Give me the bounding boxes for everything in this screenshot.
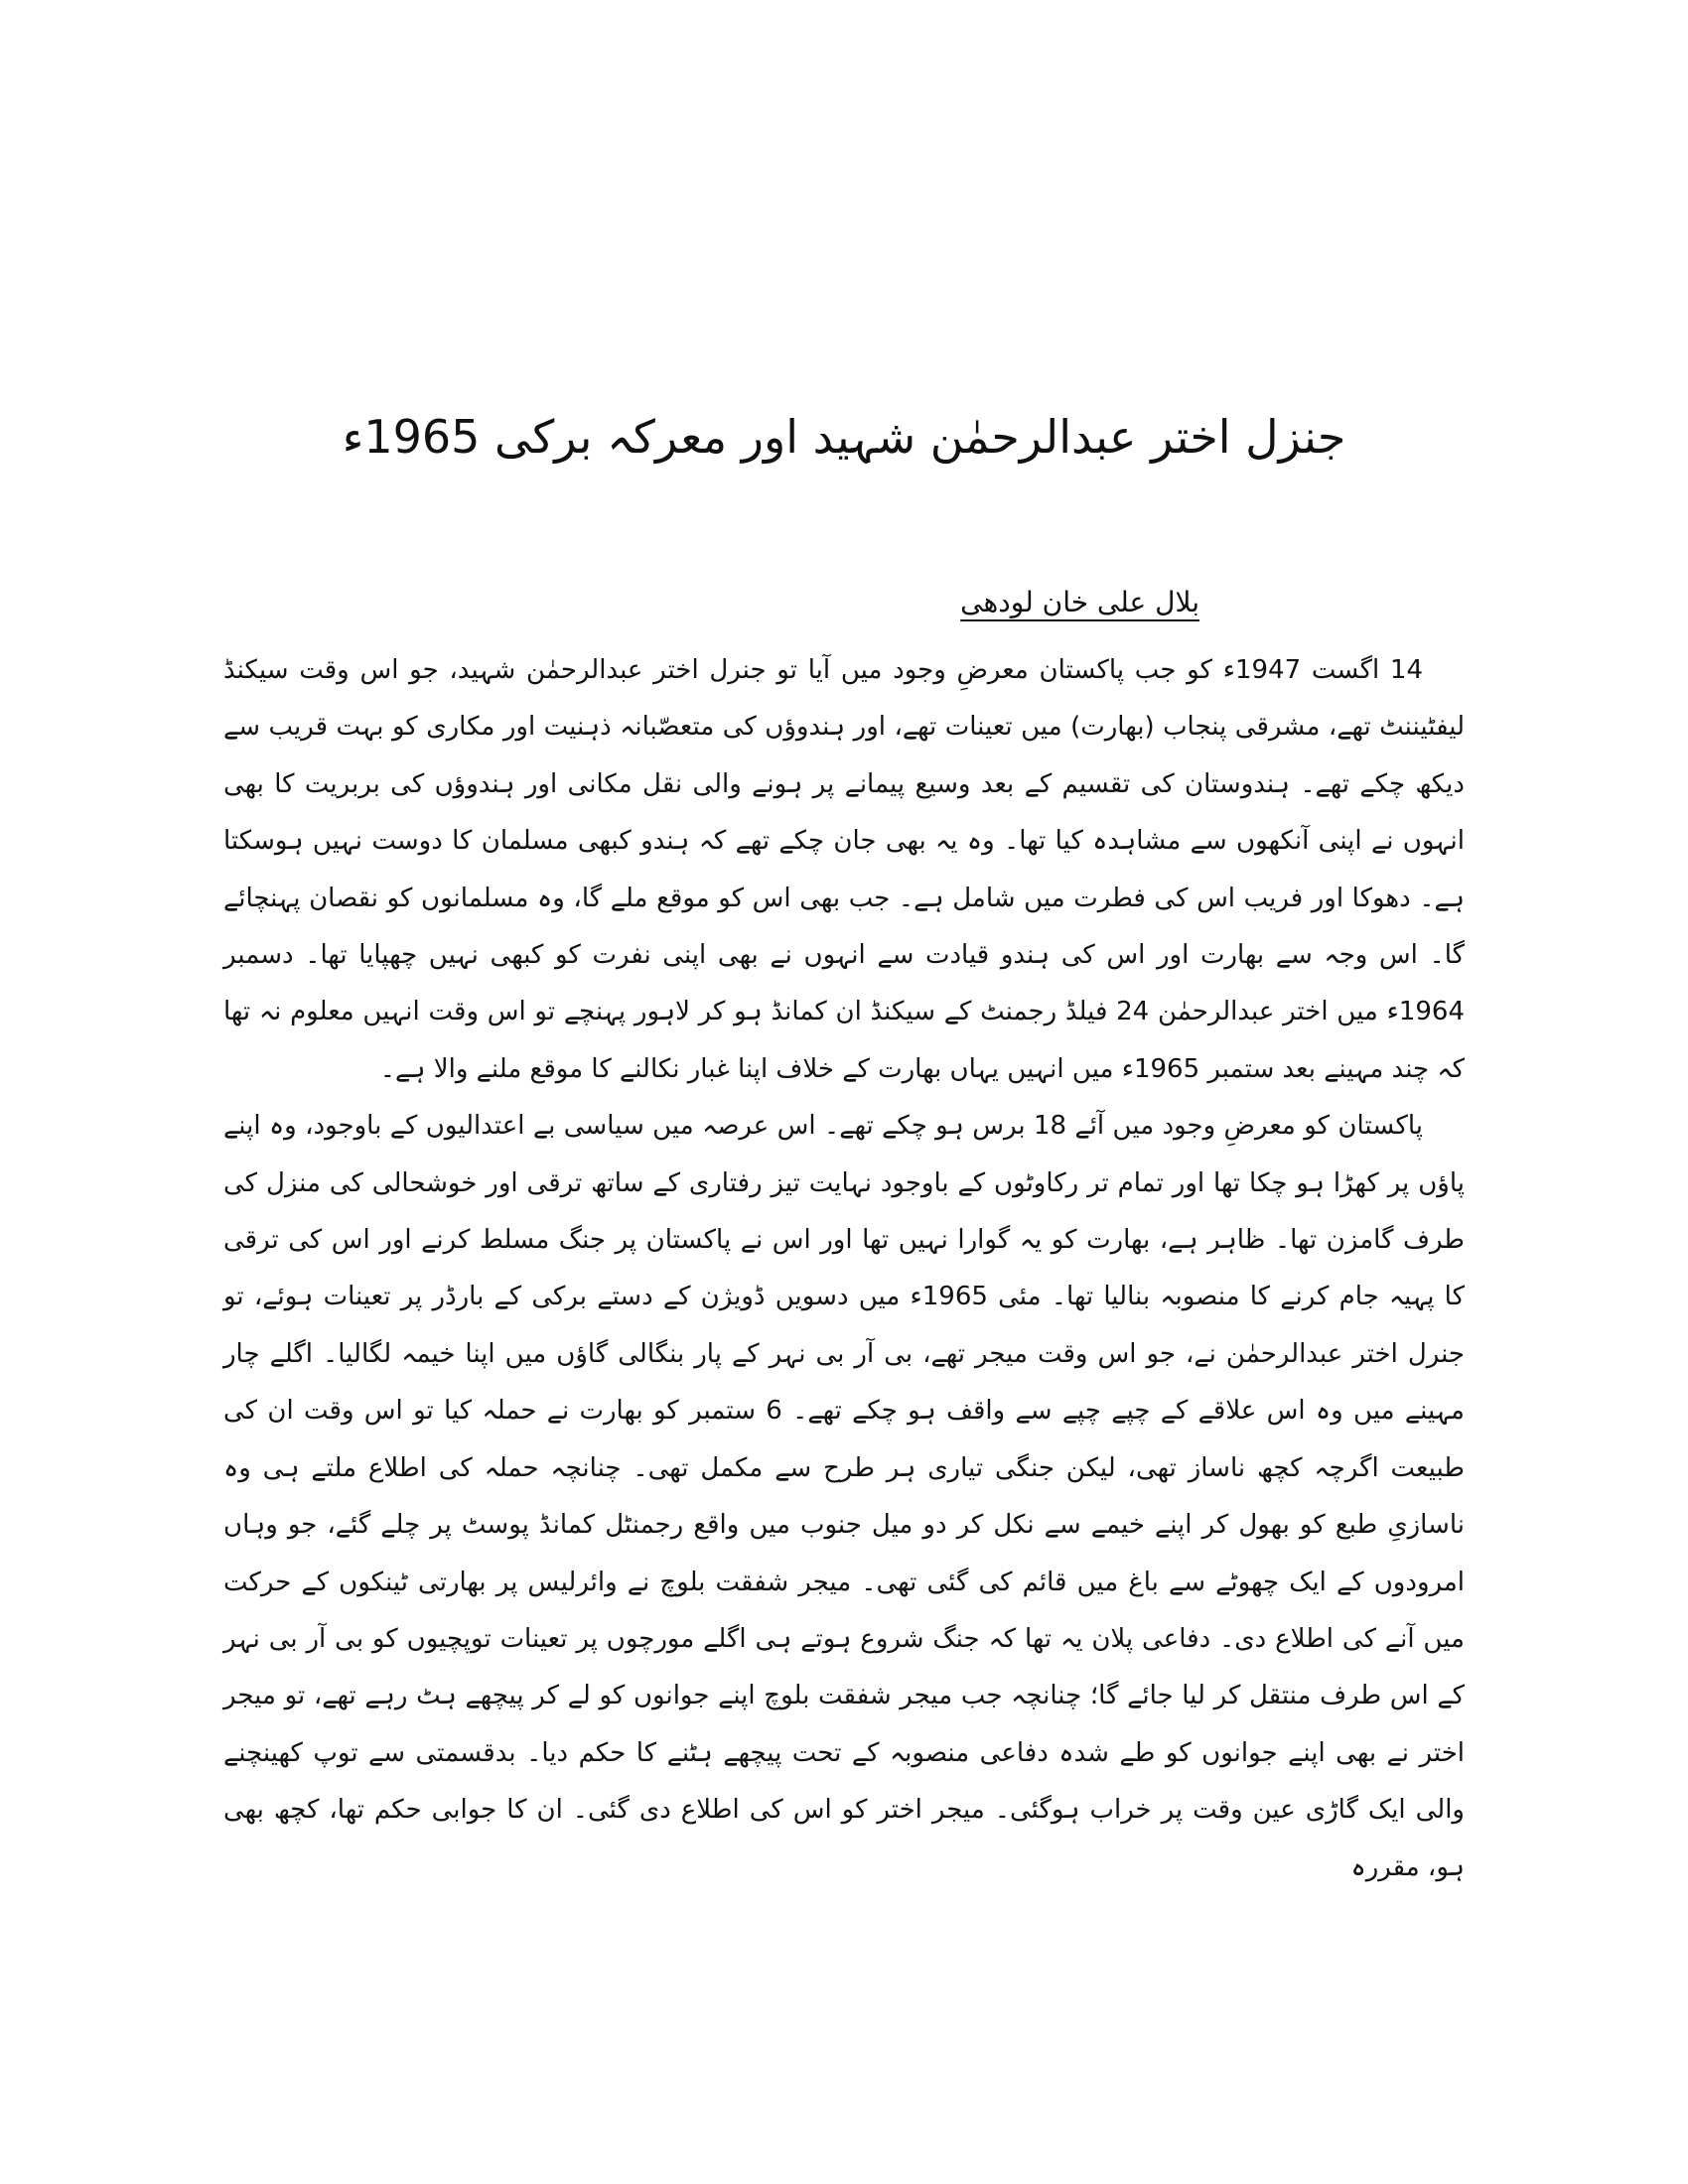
paragraph-2: پاکستان کو معرضِ وجود میں آئے 18 برس ہو چکے تھے۔ اس عرصہ میں سیاسی بے اعتدالیوں کے باوجود، وہ اپنے پاؤں پر کھڑا ہو چکا تھا اور تمام تر رکاوٹوں کے باوجود نہایت تیز رفتاری کے ساتھ ترقی اور خوشحالی کی منزل کی طرف گامزن تھا۔ ظاہر ہے، بھارت کو یہ گوارا نہیں تھا اور اس نے پاکستان پر جنگ مسلط کرنے اور اس کی ترقی کا پہیہ جام کرنے کا منصوبہ بنالیا تھا۔ مئی 1965ء میں دسویں ڈویژن کے دستے برکی کے بارڈر پر تعینات ہوئے، تو جنرل اختر عبدالرحمٰن نے، جو اس وقت میجر تھے، بی آر بی نہر کے پار بنگالی گاؤں میں اپنا خیمہ لگالیا۔ اگلے چار مہینے میں وہ اس علاقے کے چپے چپے سے واقف ہو چکے تھے۔ 6 ستمبر کو بھارت نے حملہ کیا تو اس وقت ان کی طبیعت اگرچہ کچھ ناساز تھی، لیکن جنگی تیاری ہر طرح سے مکمل تھی۔ چنانچہ حملہ کی اطلاع ملتے ہی وہ ناسازیِ طبع کو بھول کر اپنے خیمے سے نکل کر دو میل جنوب میں واقع رجمنٹل کمانڈ پوسٹ پر چلے گئے، جو وہاں امرودوں کے ایک چھوٹے سے باغ میں قائم کی گئی تھی۔ میجر شفقت بلوچ نے وائرلیس پر بھارتی ٹینکوں کے حرکت میں آنے کی اطلاع دی۔ دفاعی پلان یہ تھا کہ جنگ شروع ہوتے ہی اگلے مورچوں پر تعینات توپچیوں کو بی آر بی نہر کے اس طرف منتقل کر لیا جائے گا؛ چنانچہ جب میجر شفقت بلوچ اپنے جوانوں کو لے کر پیچھے ہٹ رہے تھے، تو میجر اختر نے بھی اپنے جوانوں کو طے شدہ دفاعی منصوبہ کے تحت پیچھے ہٹنے کا حکم دیا۔ بدقسمتی سے توپ کھینچنے والی ایک گاڑی عین وقت پر خراب ہوگئی۔ میجر اختر کو اس کی اطلاع دی گئی۔ ان کا جوابی حکم تھا، کچھ بھی ہو، مقررہ <box>223 1111 1465 1882</box>
page-title: جنزل اختر عبدالرحمٰن شہید اور معرکہ برکی 1965ء <box>342 410 1346 464</box>
paragraph-1: 14 اگست 1947ء کو جب پاکستان معرضِ وجود میں آیا تو جنرل اختر عبدالرحمٰن شہید، جو اس وقت سیکنڈ لیفٹیننٹ تھے، مشرقی پنجاب (بھارت) میں تعینات تھے، اور ہندوؤں کی متعصّبانہ ذہنیت اور مکاری کو بہت قریب سے دیکھ چکے تھے۔ ہندوستان کی تقسیم کے بعد وسیع پیمانے پر ہونے والی نقل مکانی اور ہندوؤں کی بربریت کا بھی انہوں نے اپنی آنکھوں سے مشاہدہ کیا تھا۔ وہ یہ بھی جان چکے تھے کہ ہندو کبھی مسلمان کا دوست نہیں ہوسکتا ہے۔ دھوکا اور فریب اس کی فطرت میں شامل ہے۔ جب بھی اس کو موقع ملے گا، وہ مسلمانوں کو نقصان پہنچائے گا۔ اس وجہ سے بھارت اور اس کی ہندو قیادت سے انہوں نے بھی اپنی نفرت کو کبھی نہیں چھپایا تھا۔ دسمبر 1964ء میں اختر عبدالرحمٰن 24 فیلڈ رجمنٹ کے سیکنڈ ان کمانڈ ہو کر لاہور پہنچے تو اس وقت انہیں معلوم نہ تھا کہ چند مہینے بعد ستمبر 1965ء میں انہیں یہاں بھارت کے خلاف اپنا غبار نکالنے کا موقع ملنے والا ہے۔ <box>223 655 1465 1084</box>
author-name: بلال علی خان لودھی <box>960 586 1199 618</box>
article-body <box>223 642 1465 1896</box>
